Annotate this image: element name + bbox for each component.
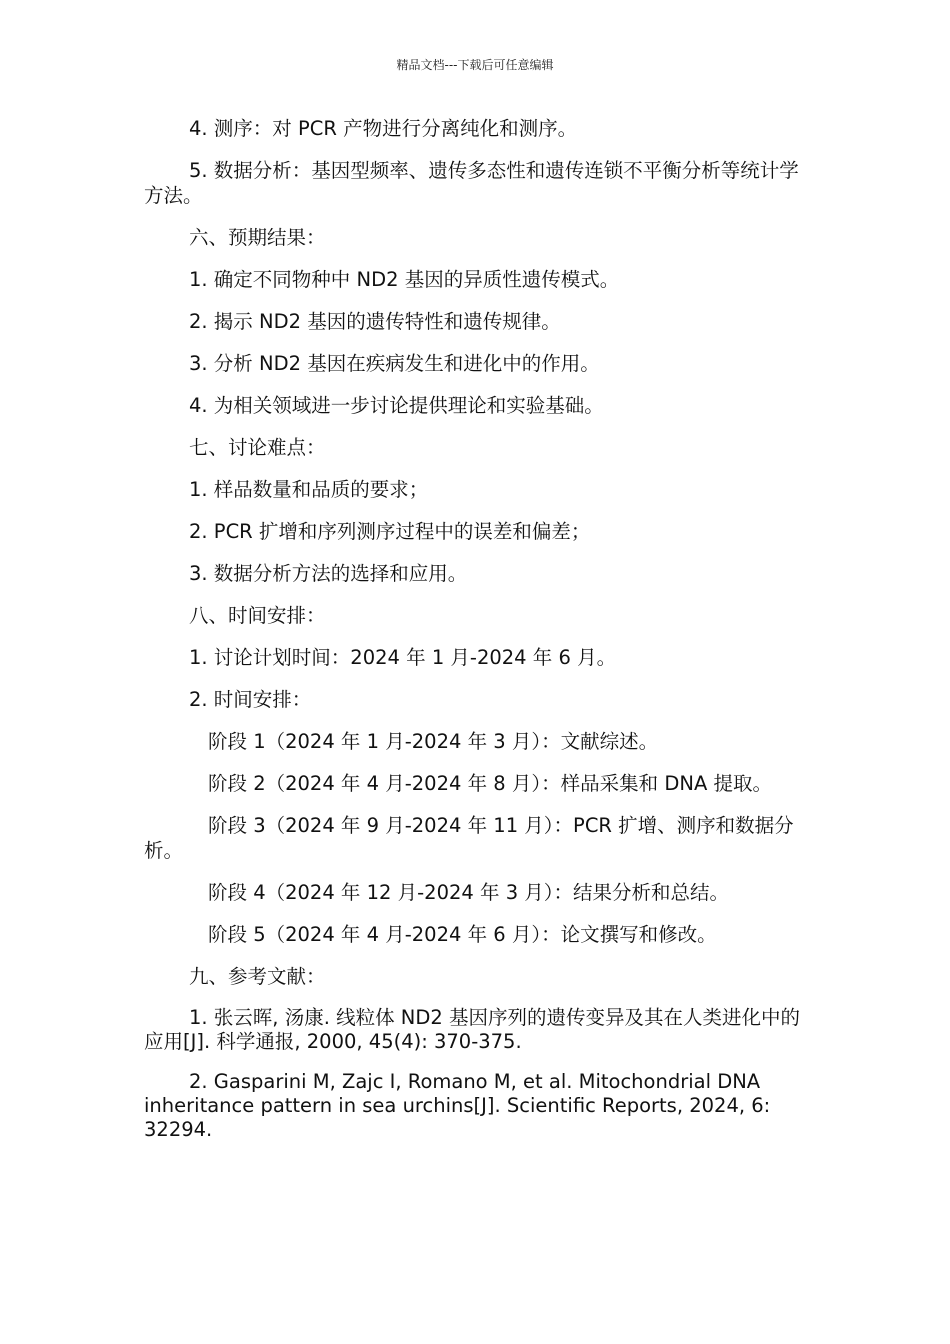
list-item: 2. PCR 扩增和序列测序过程中的误差和偏差； [189,520,591,543]
reference-item-2: 2. Gasparini M, Zajc I, Romano M, et al. Mitochondrial DNA inheritance pattern in sea urchins[J]. Scientific Reports, 2024, 6: 32294. [144,1070,771,1141]
list-item: 2. 时间安排： [189,688,312,711]
section-heading-expected-results: 六、预期结果： [189,226,326,249]
schedule-stage-5: 阶段 5（2024 年 4 月-2024 年 6 月）：论文撰写和修改。 [208,923,717,946]
list-item: 1. 讨论计划时间：2024 年 1 月-2024 年 6 月。 [189,646,617,669]
section-heading-references: 九、参考文献： [189,965,326,988]
section-heading-schedule: 八、时间安排： [189,604,326,627]
schedule-stage-3: 阶段 3（2024 年 9 月-2024 年 11 月）：PCR 扩增、测序和数据分析。 [144,814,794,862]
list-item: 1. 样品数量和品质的要求； [189,478,429,501]
schedule-stage-2: 阶段 2（2024 年 4 月-2024 年 8 月）：样品采集和 DNA 提取。 [208,772,772,795]
list-item: 2. 揭示 ND2 基因的遗传特性和遗传规律。 [189,310,561,333]
document-body [144,116,806,1158]
list-item: 1. 确定不同物种中 ND2 基因的异质性遗传模式。 [189,268,620,291]
list-item: 3. 分析 ND2 基因在疾病发生和进化中的作用。 [189,352,600,375]
schedule-stage-1: 阶段 1（2024 年 1 月-2024 年 3 月）：文献综述。 [208,730,659,753]
page-header: 精品文档---下载后可任意编辑 [396,58,554,72]
reference-item-1: 1. 张云晖, 汤康. 线粒体 ND2 基因序列的遗传变异及其在人类进化中的应用[J]. 科学通报, 2000, 45(4): 370-375. [144,1006,801,1053]
list-item-data-analysis: 5. 数据分析：基因型频率、遗传多态性和遗传连锁不平衡分析等统计学方法。 [144,159,799,207]
list-item-sequencing: 4. 测序：对 PCR 产物进行分离纯化和测序。 [189,117,578,140]
list-item: 4. 为相关领域进一步讨论提供理论和实验基础。 [189,394,604,417]
section-heading-difficulties: 七、讨论难点： [189,436,326,459]
schedule-stage-4: 阶段 4（2024 年 12 月-2024 年 3 月）：结果分析和总结。 [208,881,730,904]
list-item: 3. 数据分析方法的选择和应用。 [189,562,468,585]
